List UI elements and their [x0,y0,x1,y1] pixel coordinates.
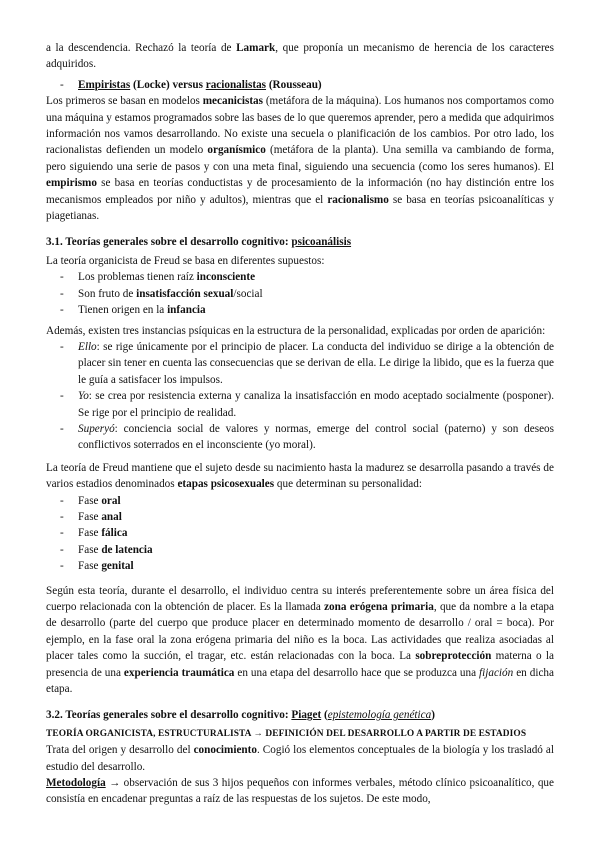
text: Según esta teoría, durante el desarrollo, el individuo centra su interés preferentemente sobre un área física del cuerpo relacionada con la obtención de placer. Es la llamada [46,584,554,613]
text: se basa en teorías psicoanalíticas y piagetianas. [46,193,554,223]
text: racionalistas [205,78,267,91]
bold-term: de latencia [101,543,153,556]
text: materna o la presencia de una [46,650,554,679]
text: a la descendencia. Rechazó la teoría de [46,42,237,54]
italic-term: Yo [78,390,89,403]
bold-term: zona erógena primaria [324,601,434,613]
text: Fase [78,494,102,507]
text: → observación de sus 3 hijos pequeños con informes verbales, método clínico psicoanalítico, que consistía en encadenar preguntas a raíz de las respuestas de los sujetos. De este modo, [46,777,554,806]
bold-term: inconsciente [196,271,256,284]
text: 3.2. Teorías generales sobre el desarrollo cognitivo: [46,709,292,722]
text: . Cogió los elementos conceptuales de la biología y los trasladó al estudio del desarrollo. [46,744,554,773]
text: en dicha etapa. [46,666,554,696]
text: , que proponía un mecanismo de herencia de los caracteres adquiridos. [46,42,554,71]
bold-term: Lamark [236,42,276,54]
text: en una etapa del desarrollo hace que se produzca una [234,666,480,679]
text: ) [431,709,435,722]
list-item [78,269,554,285]
zona-erogena-paragraph [46,583,554,698]
bold-term: experiencia traumática [123,666,235,679]
instancias-intro: Además, existen tres instancias psíquicas en la estructura de la personalidad, explicadas por orden de aparición: [46,324,546,337]
bold-term: conocimiento [193,744,257,757]
text: Fase [78,560,102,573]
text: (Rousseau) [266,78,322,91]
list-item [78,558,554,574]
text: /social [233,287,263,300]
empiristas-paragraph [46,93,554,224]
empiristas-heading [78,77,554,93]
bold-term: mecanicistas [202,95,263,108]
text: (Locke) versus [130,78,206,91]
text: Tienen origen en la [78,304,168,317]
metodologia-paragraph [46,775,554,808]
text: La teoría de Freud mantiene que el sujeto desde su nacimiento hasta la madurez se desarrolla pasando a través de varios estadios denominados [46,461,554,491]
text: Trata del origen y desarrollo del [46,744,194,757]
bold-term: Metodología [46,777,106,790]
text: Los primeros se basan en modelos [46,95,203,108]
list-item [78,509,554,525]
text: : se rige únicamente por el principio de placer. La conducta del individuo se dirige a la obtención de placer sin tener en cuenta las consecuencias que se derivan de ella. Le dirige la libido, que es la fuerza que le guía a satisfacer los impulsos. [78,340,554,386]
bold-term: etapas psicosexuales [177,478,275,491]
intro-paragraph [46,40,554,73]
bold-term: anal [101,510,122,523]
italic-term: Superyó [78,422,115,435]
text: psicoanálisis [291,236,352,249]
freud-intro: La teoría organicista de Freud se basa en diferentes supuestos: [46,254,325,267]
list-item [78,493,554,509]
bold-term: racionalismo [327,193,389,206]
bold-term: empirismo [46,177,97,190]
italic-term: epistemología genética [327,709,432,722]
list-item [78,421,554,454]
bold-term: fálica [101,527,128,540]
instancias-list [46,339,554,454]
text: Los problemas tienen raíz [78,271,197,284]
text: : se crea por resistencia externa y canaliza la insatisfacción en modo aceptado socialmente (posponer). Se rige por el principio de realidad. [78,390,554,419]
empiristas-heading-list [46,77,554,93]
text: Son fruto de [78,287,137,300]
text: se basa en teorías conductistas y de procesamiento de la información (no hay distinción entre los mecanismos empleados por niño y adultos), mientras que el [46,177,554,206]
text: Piaget [291,709,322,722]
text: Fase [78,527,102,540]
text: 3.1. Teorías generales sobre el desarrollo cognitivo: [46,236,292,249]
text: : conciencia social de valores y normas, emerge del control social (paterno) y son deseos conflictivos soterrados en el inconsciente (yo moral). [78,422,554,452]
text: Fase [78,543,102,556]
list-item [78,525,554,541]
text: Empiristas [78,78,131,91]
list-item [78,542,554,558]
bold-term: organísmico [207,144,266,157]
list-item [78,302,554,318]
section-3-2-heading [46,707,554,723]
bold-term: sobreprotección [415,650,492,663]
bold-term: oral [101,494,121,507]
text: , que da nombre a la etapa de desarrollo (parte del cuerpo que produce placer en determinado momento de desarrollo / oral = boca). Por ejemplo, en la fase oral la zona erógena primaria del niño es la boca. Las actividades que realiza asociadas al placer tales como la succión, el tragar, etc. están relacionadas con la boca. La [46,601,554,663]
list-item [78,339,554,388]
fases-list [46,493,554,575]
text: que determinan su personalidad: [274,478,422,491]
text: (metáfora de la planta). Una semilla va cambiando de forma, pero siguiendo una serie de pasos y con una meta final, siguiendo una secuencia (como los seres humanos). El [46,144,554,173]
bold-term: insatisfacción sexual [136,287,234,300]
piaget-paragraph [46,742,554,775]
text: (metáfora de la máquina). Los humanos nos comportamos como una máquina y estamos programados sobre las bases de lo que queremos aprender, pero a medida que adquirimos información nos vamos desarrollando. No existe una secuela o planificación de los cambios. Por otro lado, los racionalistas defienden un modelo [46,95,554,157]
piaget-subtitle: TEORÍA ORGANICISTA, ESTRUCTURALISTA → DEFINICIÓN DEL DESARROLLO A PARTIR DE ESTADIOS [46,728,527,739]
etapas-intro [46,460,554,493]
italic-term: fijación [479,666,514,679]
text: ( [321,709,328,722]
section-3-1-heading [46,234,554,250]
italic-term: Ello [78,340,97,353]
bold-term: infancia [167,304,206,317]
freud-assumptions-list [46,269,554,318]
text: Fase [78,510,102,523]
bold-term: genital [101,560,134,573]
list-item [78,388,554,421]
document-page [46,40,554,808]
list-item [78,286,554,302]
